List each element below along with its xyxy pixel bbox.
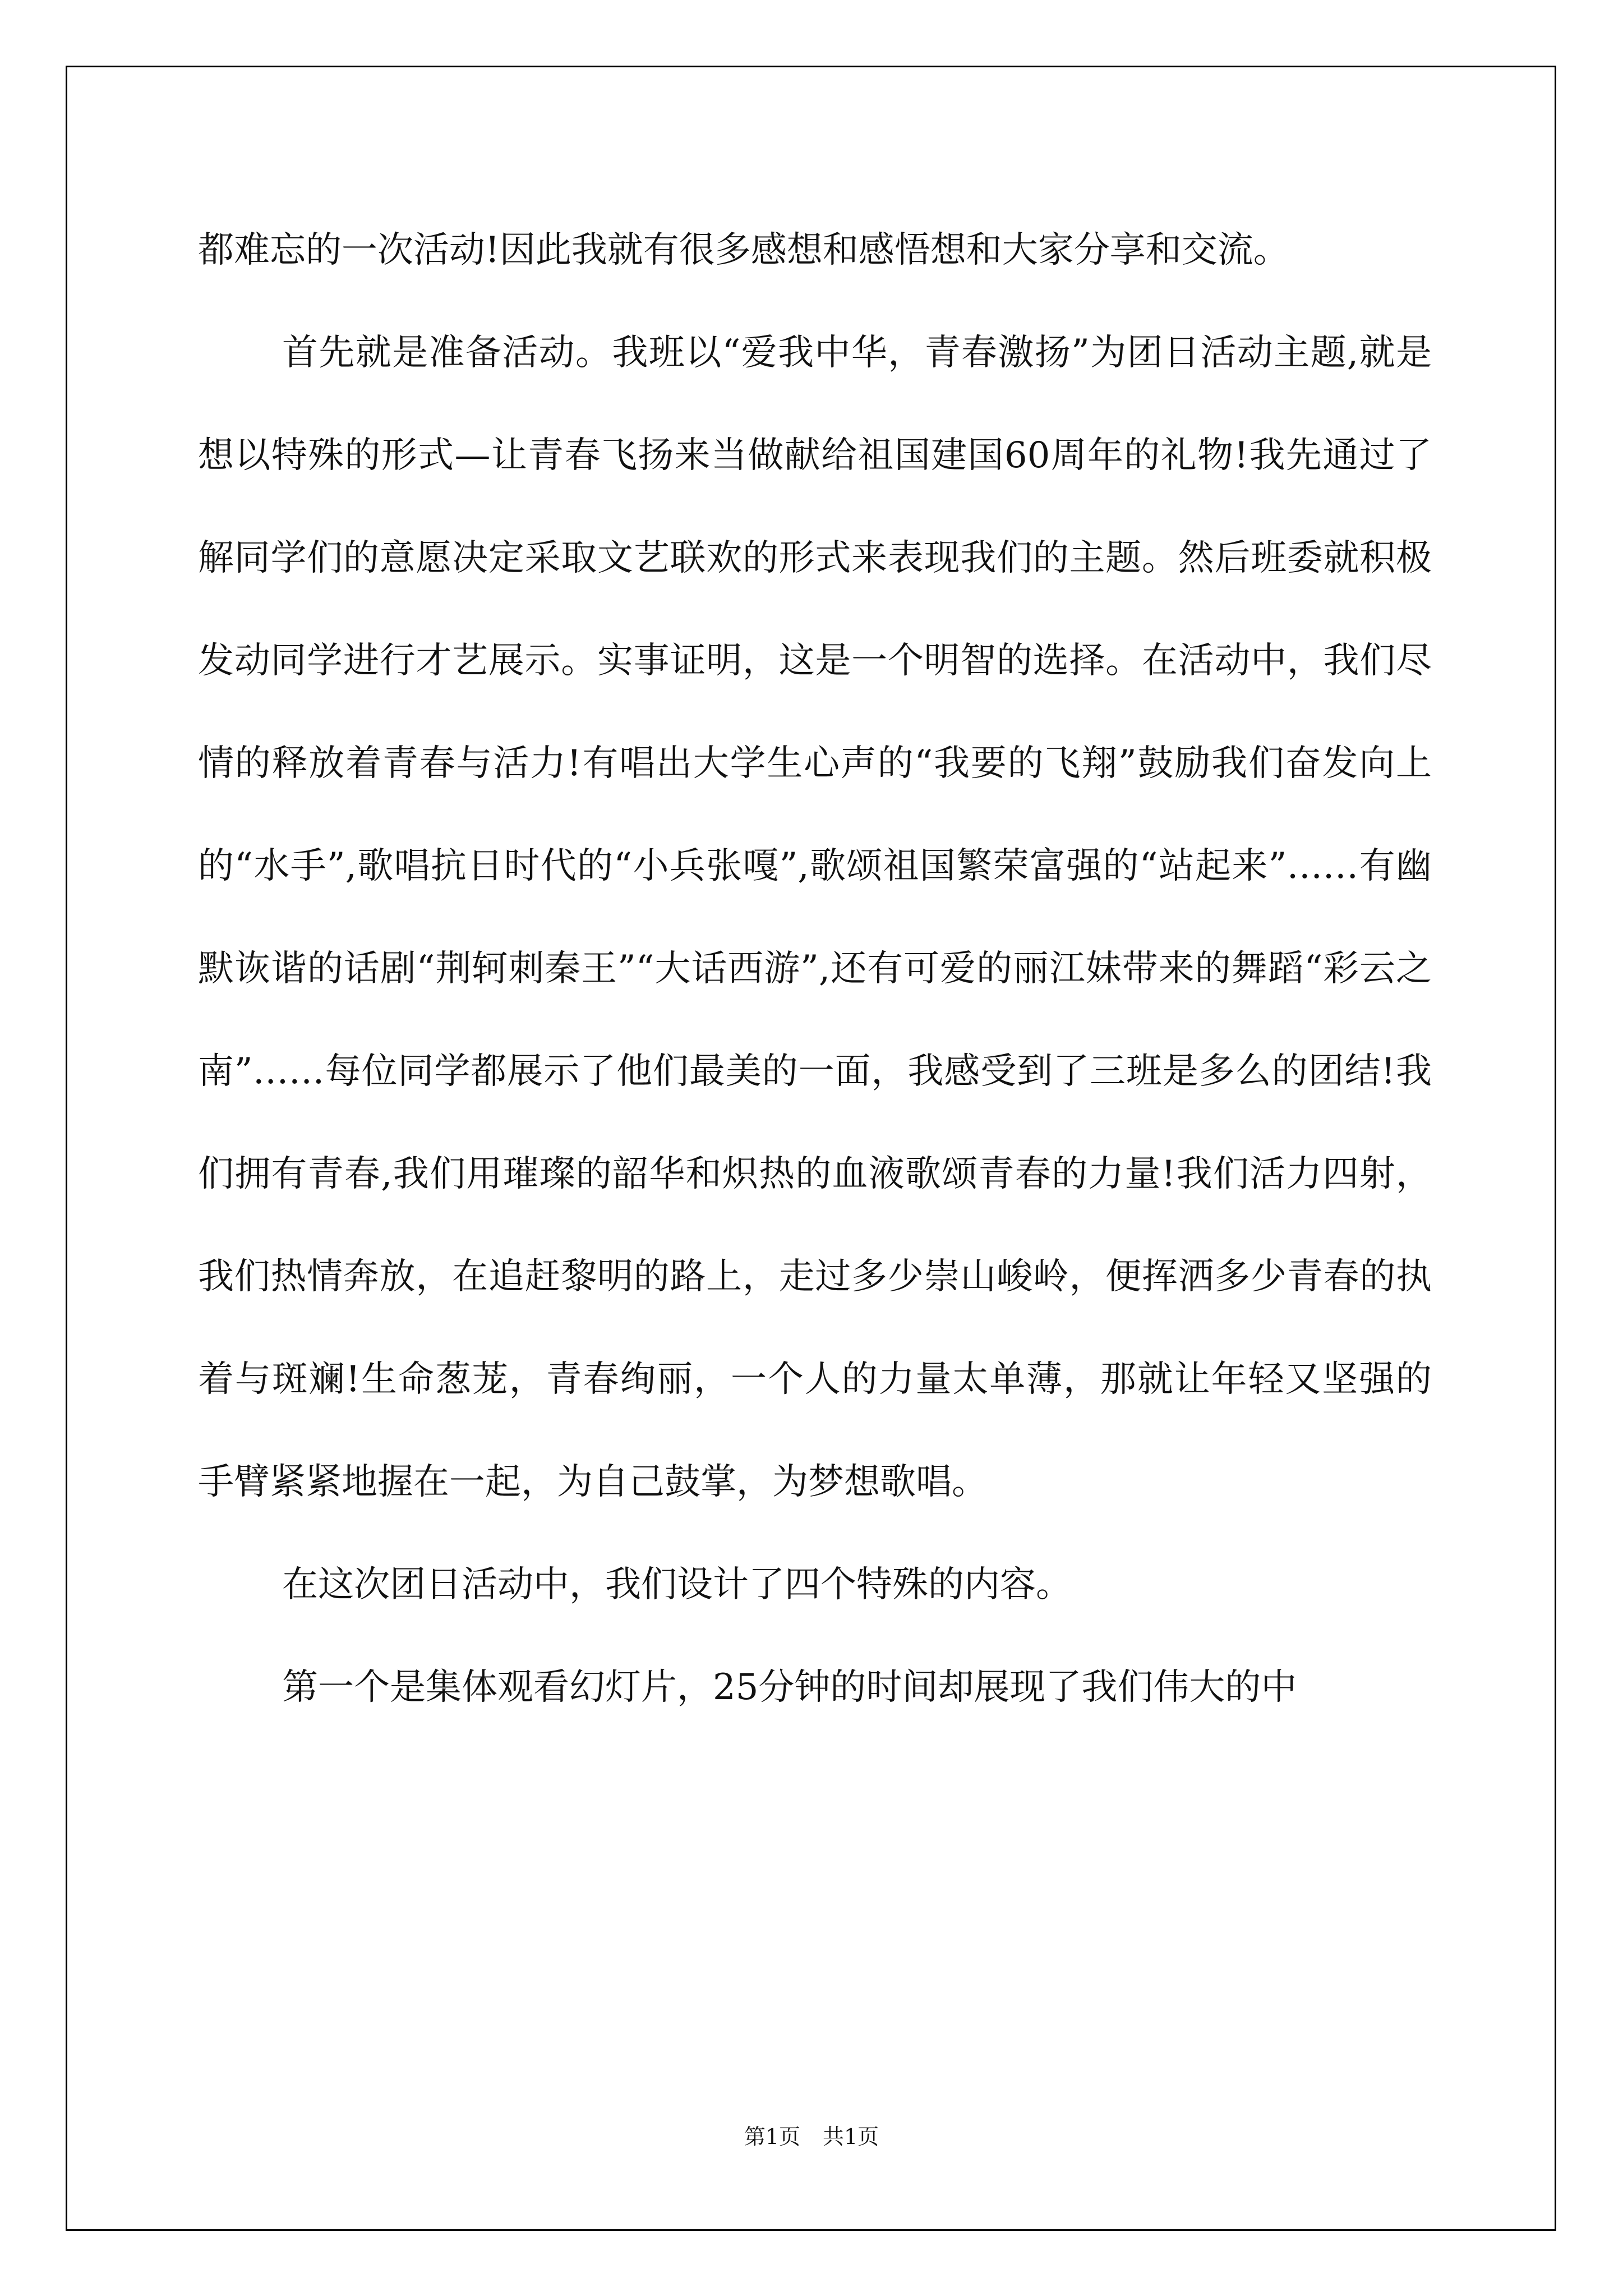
paragraph-special-content: 在这次团日活动中，我们设计了四个特殊的内容。 xyxy=(282,1564,1072,1605)
paragraph-slideshow: 第一个是集体观看幻灯片，25分钟的时间却展现了我们伟大的中 xyxy=(282,1667,1297,1708)
document-body xyxy=(198,199,1432,1739)
paragraph-preparation: 首先就是准备活动。我班以“爱我中华，青春激扬”为团日活动主题,就是想以特殊的形式—让青春飞扬来当做献给祖国建国60周年的礼物!我先通过了解同学们的意愿决定采取文艺联欢的形式来表现我们的主题。然后班委就积极发动同学进行才艺展示。实事证明，这是一个明智的选择。在活动中，我们尽情的释放着青春与活力!有唱出大学生心声的“我要的飞翔”鼓励我们奋发向上的“水手”,歌唱抗日时代的“小兵张嘎”,歌颂祖国繁荣富强的“站起来”……有幽默诙谐的话剧“荆轲刺秦王”“大话西游”,还有可爱的丽江妹带来的舞蹈“彩云之南”……每位同学都展示了他们最美的一面，我感受到了三班是多么的团结!我们拥有青春,我们用璀璨的韶华和炽热的血液歌颂青春的力量!我们活力四射，我们热情奔放，在追赶黎明的路上，走过多少崇山峻岭，便挥洒多少青春的执着与斑斓!生命葱茏，青春绚丽，一个人的力量太单薄，那就让年轻又坚强的手臂紧紧地握在一起，为自己鼓掌，为梦想歌唱。 xyxy=(198,332,1432,1503)
page-total: 共1页 xyxy=(823,2124,879,2149)
paragraph-continuation: 都难忘的一次活动!因此我就有很多感想和感悟想和大家分享和交流。 xyxy=(198,229,1289,271)
page-number: 第1页 xyxy=(744,2124,800,2149)
page-footer xyxy=(0,2119,1623,2150)
